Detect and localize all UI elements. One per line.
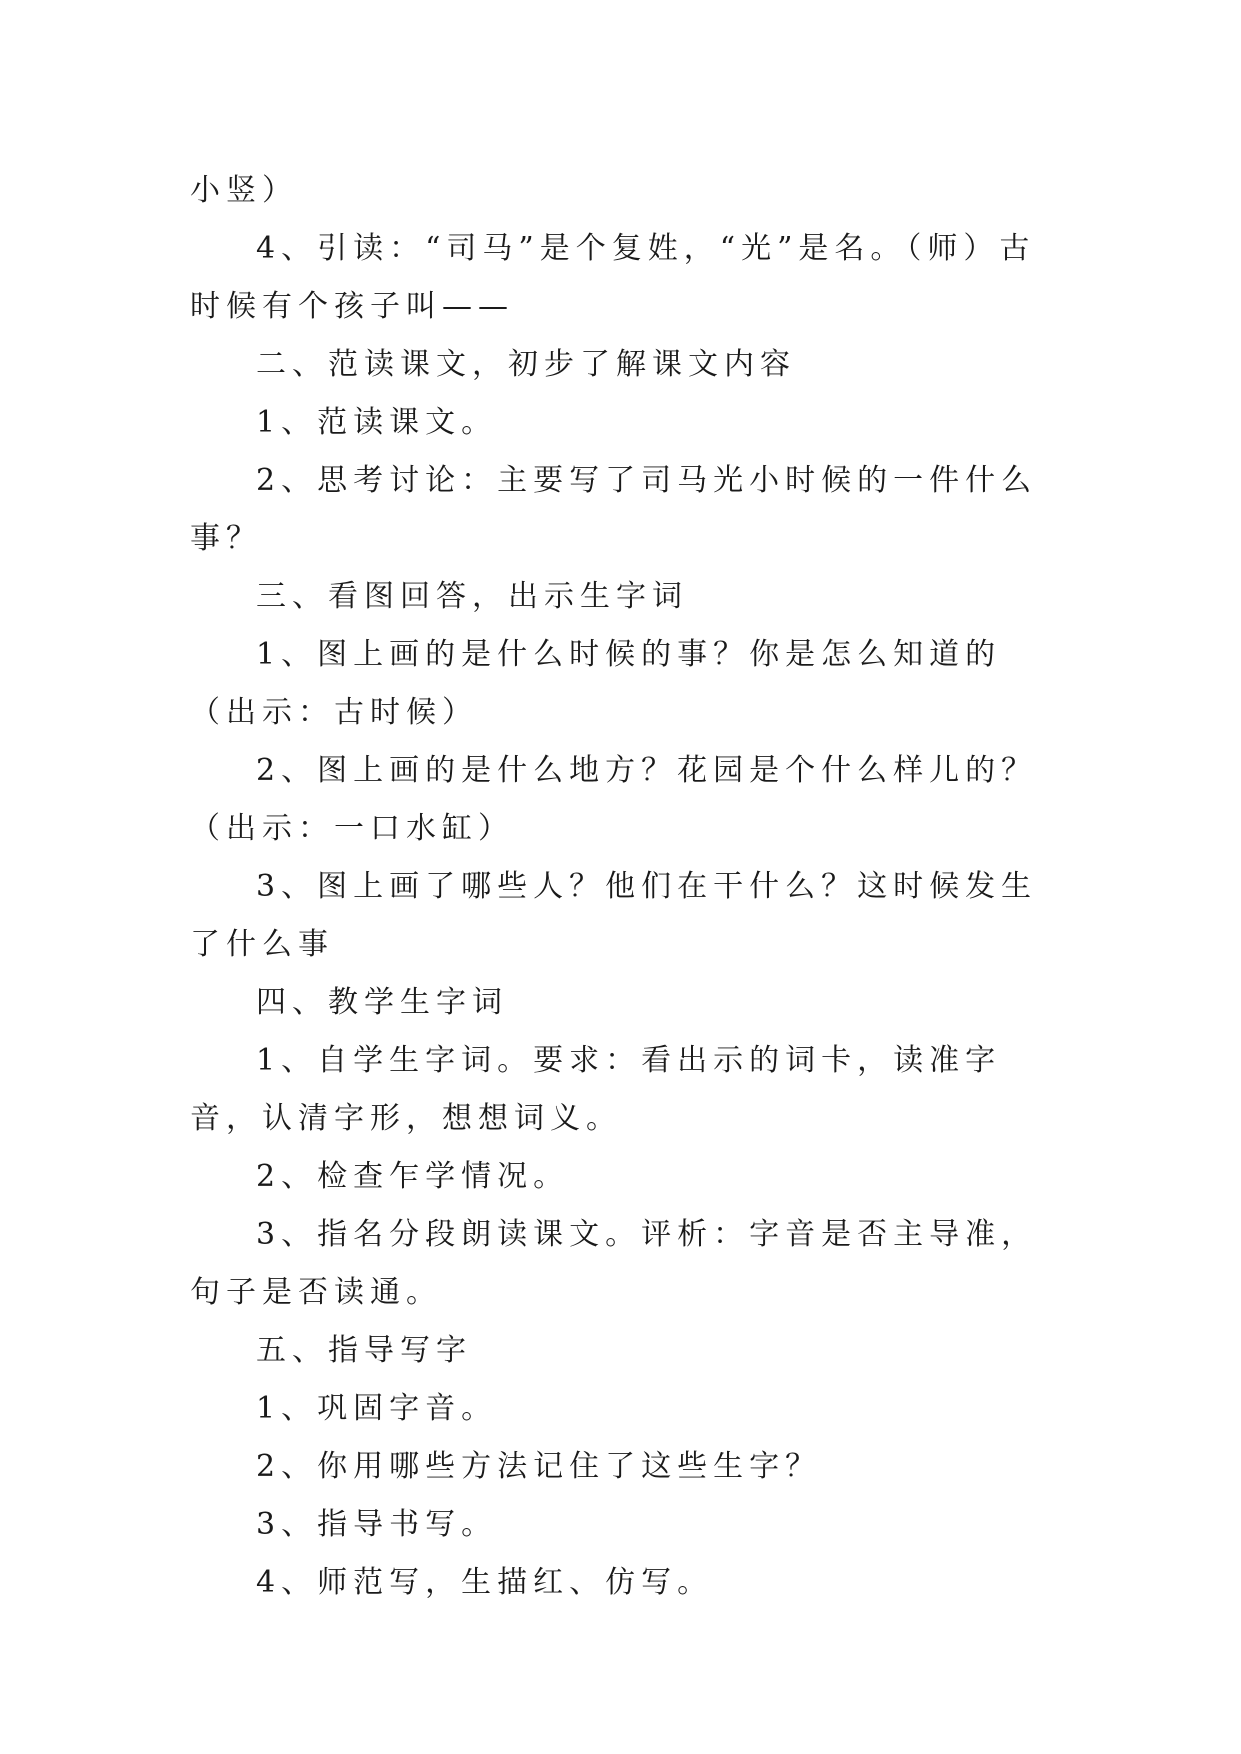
section-heading: 五、指导写字 <box>256 1333 472 1368</box>
paragraph: 3、指导书写。 <box>256 1507 498 1542</box>
section-heading: 三、看图回答，出示生字词 <box>256 579 688 614</box>
paragraph: 2、图上画的是什么地方？花园是个什么样儿的？（出示：一口水缸） <box>190 753 1038 846</box>
paragraph: 4、师范写，生描红、仿写。 <box>256 1565 714 1600</box>
section-heading: 四、教学生字词 <box>256 985 508 1020</box>
paragraph: 1、图上画的是什么时候的事？你是怎么知道的（出示：古时候） <box>190 637 1002 730</box>
paragraph: 1、自学生字词。要求：看出示的词卡，读准字音，认清字形，想想词义。 <box>190 1043 1002 1136</box>
paragraph: 小竖） <box>190 173 298 208</box>
paragraph: 2、检查乍学情况。 <box>256 1159 570 1194</box>
paragraph: 3、指名分段朗读课文。评析：字音是否主导准，句子是否读通。 <box>190 1217 1038 1310</box>
document-body <box>190 162 1060 1612</box>
paragraph: 2、思考讨论：主要写了司马光小时候的一件什么事？ <box>190 463 1038 556</box>
paragraph: 3、图上画了哪些人？他们在干什么？这时候发生了什么事 <box>190 869 1038 962</box>
paragraph: 4、引读：“司马”是个复姓，“光”是名。（师）古时候有个孩子叫—— <box>190 231 1036 324</box>
section-heading: 二、范读课文，初步了解课文内容 <box>256 347 796 382</box>
paragraph: 1、巩固字音。 <box>256 1391 498 1426</box>
paragraph: 2、你用哪些方法记住了这些生字？ <box>256 1449 822 1484</box>
paragraph: 1、范读课文。 <box>256 405 498 440</box>
